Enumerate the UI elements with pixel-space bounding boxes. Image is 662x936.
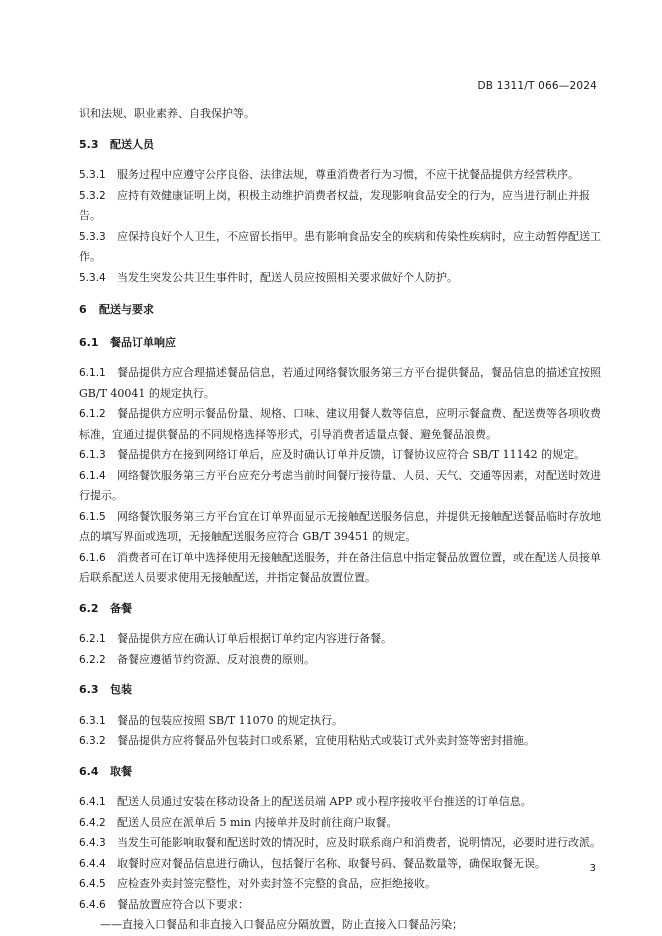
clause-6-1-6: 6.1.6 消费者可在订单中选择使用无接触配送服务，并在备注信息中指定餐品放置位置，或在配送人员接单后联系配送人员要求使用无接触配送，并指定餐品放置位置。 bbox=[79, 550, 601, 584]
section-5-3-heading: 5.3 配送人员 bbox=[79, 137, 154, 151]
clause-6-3-2: 6.3.2 餐品提供方应将餐品外包装封口或系紧，宜使用粘贴式或装订式外卖封签等密封措施。 bbox=[79, 734, 535, 747]
clause-6-2-1: 6.2.1 餐品提供方应在确认订单后根据订单约定内容进行备餐。 bbox=[79, 632, 392, 645]
document-body bbox=[79, 104, 604, 936]
clause-6-4-4: 6.4.4 取餐时应对餐品信息进行确认，包括餐厅名称、取餐号码、餐品数量等，确保取餐无误。 bbox=[79, 856, 546, 870]
clause-5-3-1: 5.3.1 服务过程中应遵守公序良俗、法律法规，尊重消费者行为习惯，不应干扰餐品提供方经营秩序。 bbox=[79, 168, 579, 181]
section-6-1-heading: 6.1 餐品订单响应 bbox=[79, 335, 176, 349]
clause-6-1-2: 6.1.2 餐品提供方应明示餐品份量、规格、口味、建议用餐人数等信息，应明示餐盒费、配送费等各项收费标准，宜通过提供餐品的不同规格选择等形式，引导消费者适量点餐、避免餐品浪费。 bbox=[79, 407, 601, 441]
clause-6-1-5: 6.1.5 网络餐饮服务第三方平台宜在订单界面显示无接触配送服务信息，并提供无接触配送餐品临时存放地点的填写界面或选项，无接触配送服务应符合 GB/T 39451 的规定。 bbox=[79, 509, 601, 543]
clause-6-3-1: 6.3.1 餐品的包装应按照 SB/T 11070 的规定执行。 bbox=[79, 713, 344, 727]
clause-6-4-3: 6.4.3 当发生可能影响取餐和配送时效的情况时，应及时联系商户和消费者，说明情况，必要时进行改派。 bbox=[79, 836, 601, 849]
clause-6-4-6: 6.4.6 餐品放置应符合以下要求： bbox=[79, 897, 249, 911]
clause-6-4-1: 6.4.1 配送人员通过安装在移动设备上的配送员端 APP 或小程序接收平台推送的订单信息。 bbox=[79, 795, 532, 808]
clause-6-1-1: 6.1.1 餐品提供方应合理描述餐品信息，若通过网络餐饮服务第三方平台提供餐品，餐品信息的描述宜按照 GB/T 40041 的规定执行。 bbox=[79, 366, 601, 400]
dash-list-item: ——直接入口餐品和非直接入口餐品应分隔放置，防止直接入口餐品污染； bbox=[100, 918, 463, 931]
clause-6-2-2: 6.2.2 备餐应遵循节约资源、反对浪费的原则。 bbox=[79, 652, 315, 666]
page-number: 3 bbox=[589, 863, 596, 874]
section-6-heading: 6 配送与要求 bbox=[79, 303, 154, 316]
section-6-3-heading: 6.3 包装 bbox=[79, 683, 132, 696]
clause-6-1-3: 6.1.3 餐品提供方在接到网络订单后，应及时确认订单并反馈，订餐协议应符合 SB/T 11142 的规定。 bbox=[79, 448, 586, 461]
clause-6-4-2: 6.4.2 配送人员应在派单后 5 min 内接单并及时前往商户取餐。 bbox=[79, 815, 398, 829]
intro-text: 识和法规、职业素养、自我保护等。 bbox=[79, 107, 255, 120]
section-6-2-heading: 6.2 备餐 bbox=[79, 601, 132, 615]
clause-5-3-3: 5.3.3 应保持良好个人卫生，不应留长指甲。患有影响食品安全的疾病和传染性疾病时，应主动暂停配送工作。 bbox=[79, 229, 601, 263]
section-6-4-heading: 6.4 取餐 bbox=[79, 764, 132, 778]
clause-6-4-5: 6.4.5 应检查外卖封签完整性，对外卖封签不完整的食品，应拒绝接收。 bbox=[79, 877, 436, 890]
document-code-header: DB 1311/T 066—2024 bbox=[477, 80, 597, 92]
clause-5-3-2: 5.3.2 应持有效健康证明上岗，积极主动维护消费者权益，发现影响食品安全的行为，应当进行制止并报告。 bbox=[79, 188, 590, 222]
clause-6-1-4: 6.1.4 网络餐饮服务第三方平台应充分考虑当前时间餐厅接待量、人员、天气、交通等因素，对配送时效进行提示。 bbox=[79, 468, 601, 502]
clause-5-3-4: 5.3.4 当发生突发公共卫生事件时，配送人员应按照相关要求做好个人防护。 bbox=[79, 270, 458, 284]
